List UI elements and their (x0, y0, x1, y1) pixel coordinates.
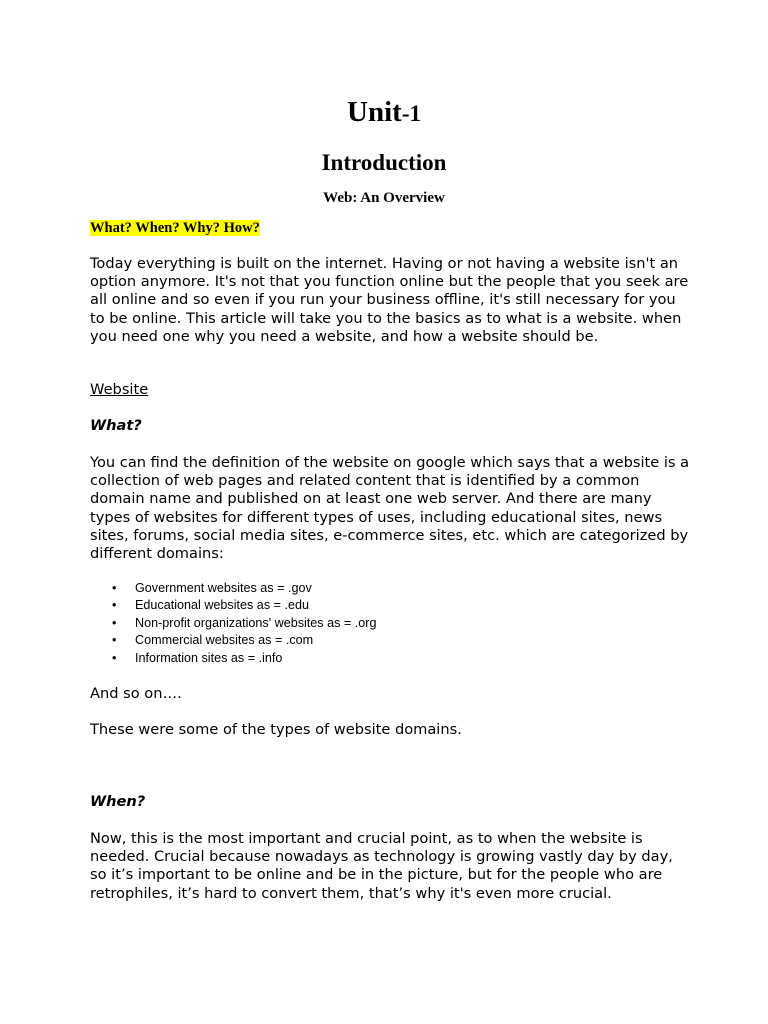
list-item-text: Information sites as = .info (135, 650, 283, 665)
intro-paragraph: Today everything is built on the internet. Having or not having a website isn't an option anymore. It's not that you function online but the people that you seek are all online and so even if you run your business offline, it's still necessary for you to be online. This article will take you to the basics as to what is a website. when you need one why you need a website, and how a website should be. (90, 255, 689, 345)
overview-subheading: Web: An Overview (323, 190, 445, 206)
bullet-icon: • (112, 581, 117, 595)
unit-title-text: Unit (347, 96, 402, 128)
what-heading: What? (90, 417, 142, 434)
list-item-text: Commercial websites as = .com (135, 633, 314, 648)
domain-list (90, 580, 690, 667)
bullet-icon: • (112, 615, 117, 630)
unit-number: -1 (401, 101, 421, 126)
list-item (90, 580, 690, 597)
list-item-text: Non-profit organizations' websites as = .org (135, 615, 377, 630)
and-so-on-text: And so on…. (90, 685, 182, 702)
domains-summary-text: These were some of the types of website domains. (90, 721, 462, 738)
when-paragraph: Now, this is the most important and crucial point, as to when the website is needed. Crucial because nowadays as technology is growing vastly day by day, so it’s important to be online and be in the picture, but for the people who are retrophiles, it’s hard to convert them, that’s why it's even more crucial. (90, 830, 673, 902)
bullet-icon: • (112, 598, 117, 613)
highlighted-questions-text: What? When? Why? How? (90, 220, 260, 236)
when-heading: When? (90, 793, 146, 810)
list-item (90, 597, 690, 614)
list-item (90, 632, 690, 649)
list-item (90, 650, 690, 667)
unit-title (0, 94, 768, 132)
list-item (90, 615, 690, 632)
list-item-text: Educational websites as = .edu (135, 598, 309, 613)
highlighted-questions (90, 219, 260, 237)
bullet-icon: • (112, 650, 117, 665)
website-heading: Website (90, 381, 149, 398)
introduction-heading: Introduction (321, 150, 447, 175)
bullet-icon: • (112, 633, 117, 648)
what-paragraph: You can find the definition of the website on google which says that a website is a collection of web pages and related content that is identified by a common domain name and published on at least one web server. And there are many types of websites for different types of uses, including educational sites, news sites, forums, social media sites, e-commerce sites, etc. which are categorized by different domains: (90, 454, 690, 563)
list-item-text: Government websites as = .gov (135, 581, 312, 595)
